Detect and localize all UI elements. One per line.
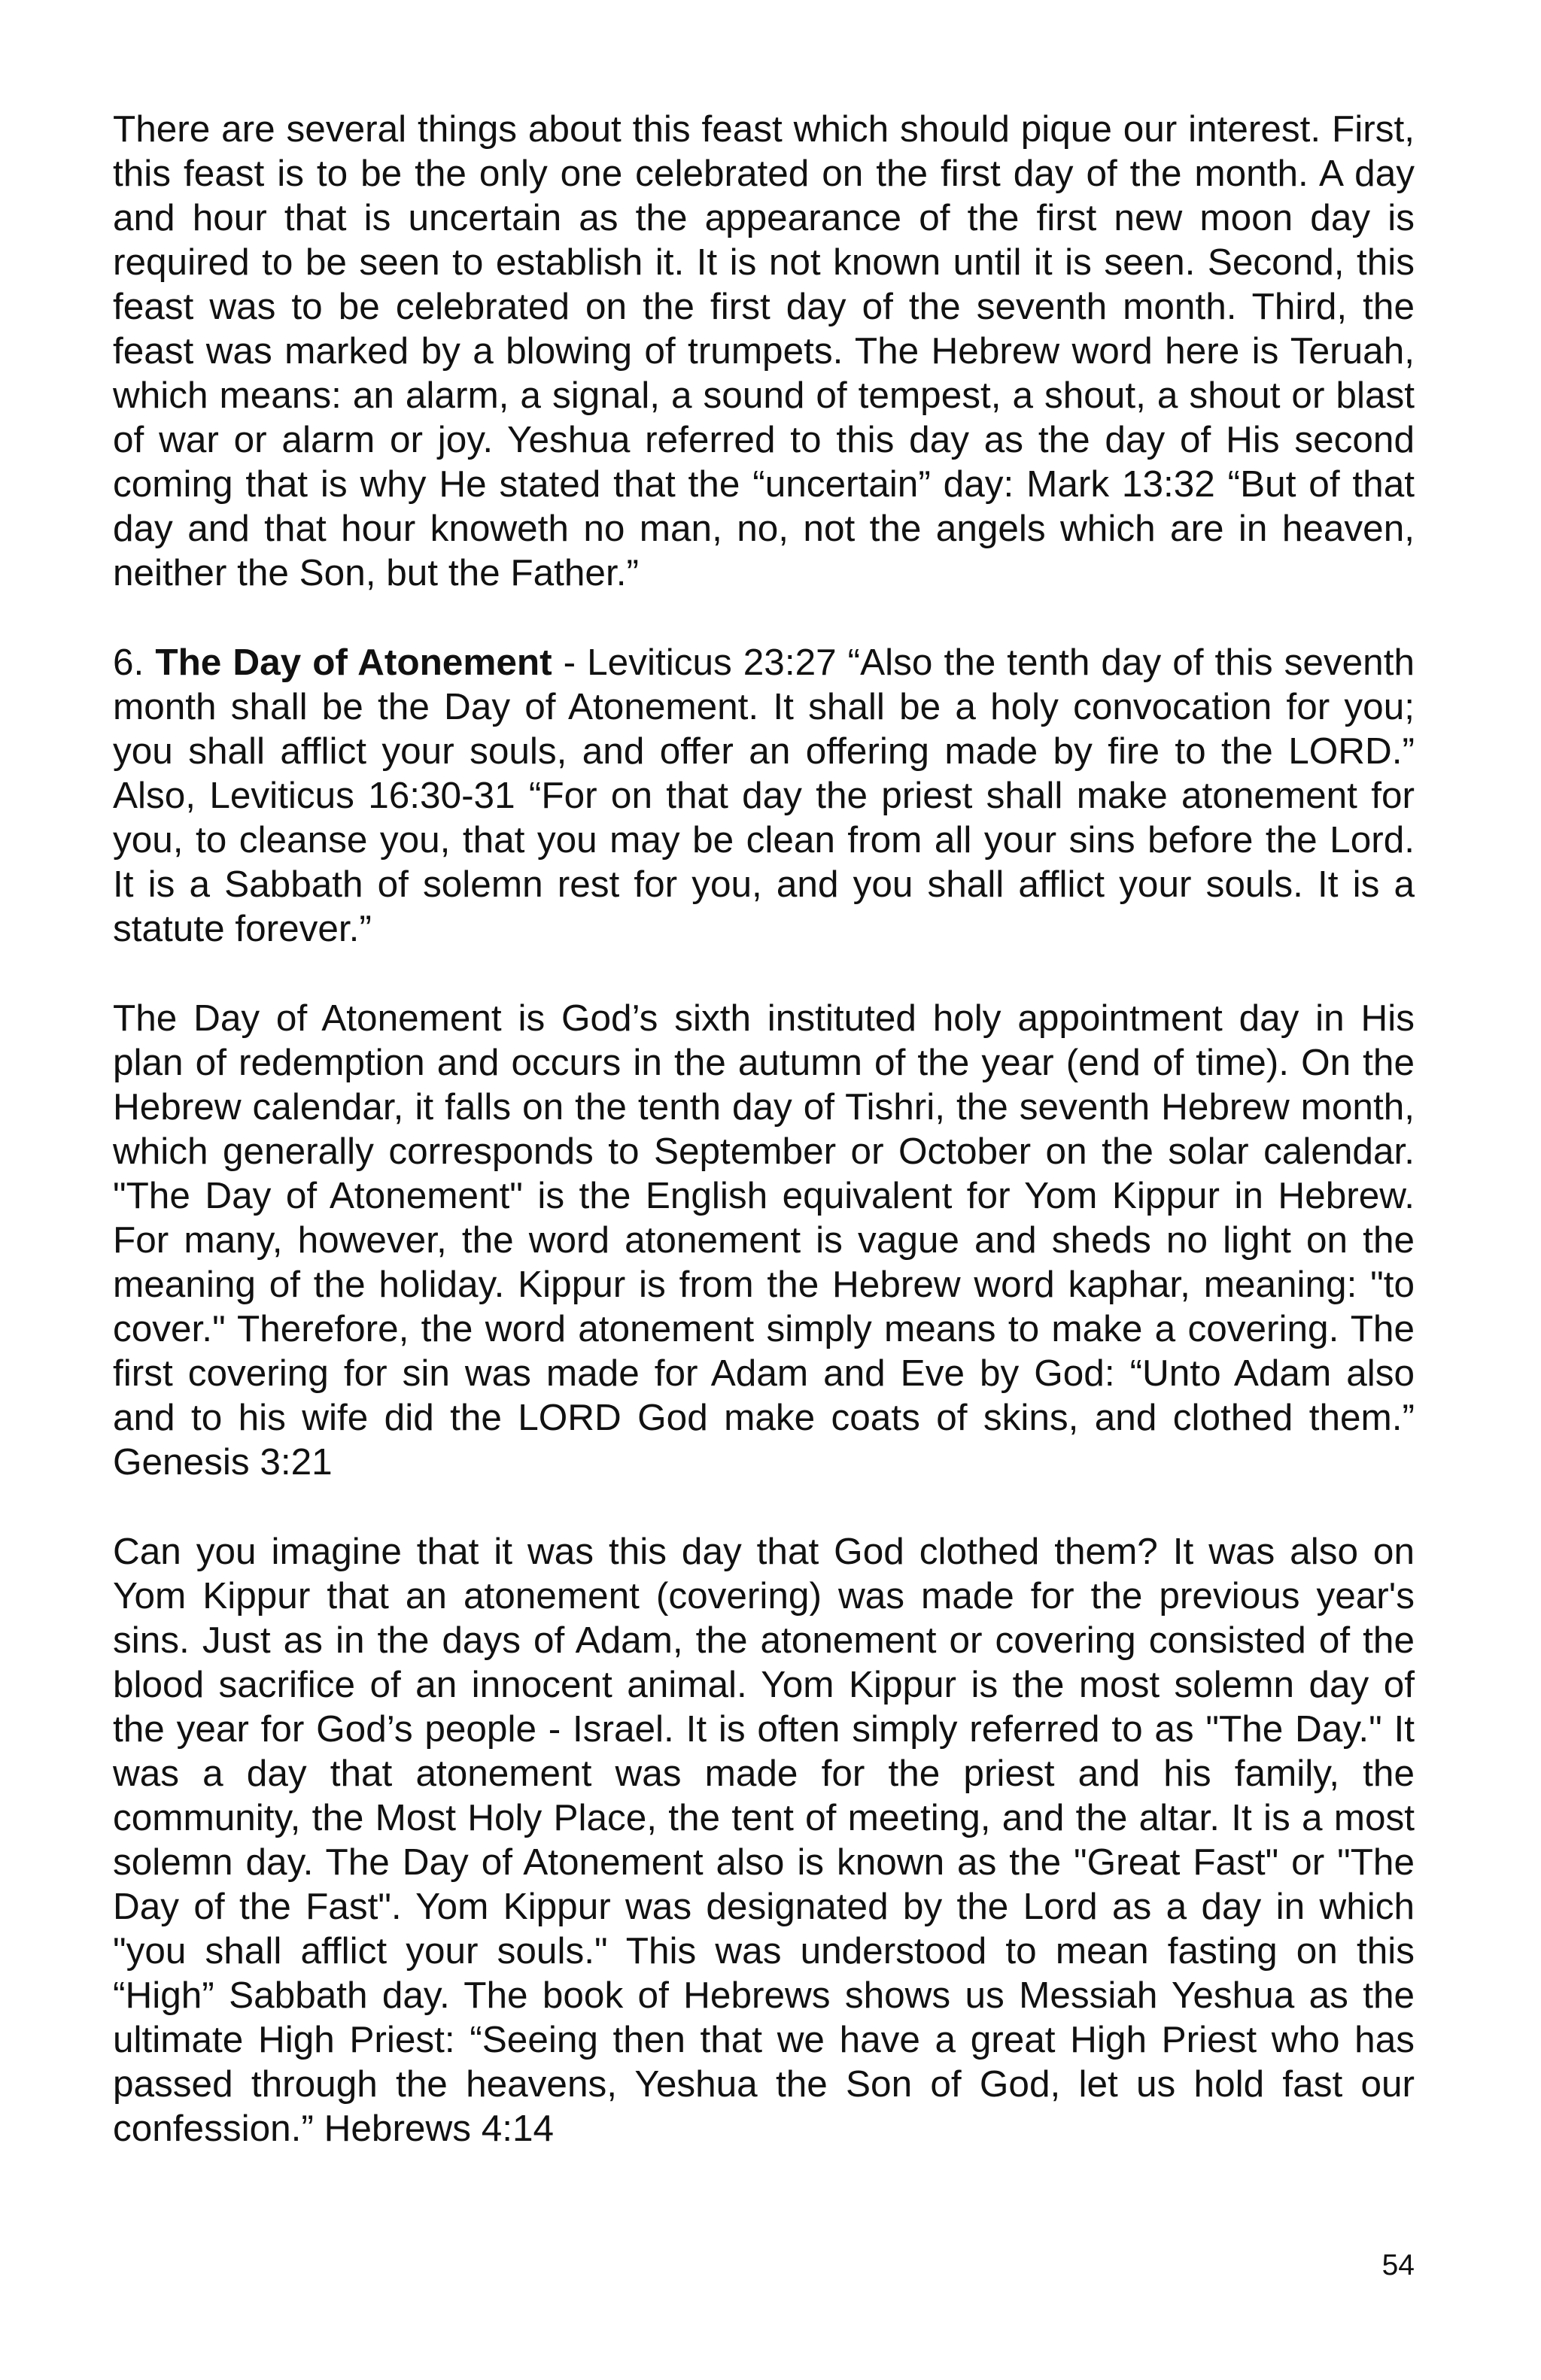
section-heading-text: - Leviticus 23:27 “Also the tenth day of this seventh month shall be the Day of Atonement. It shall be a holy convocation for you; you shall afflict your souls, and offer an offering made by fire to the LORD.” Also, Leviticus 16:30-31 “For on that day the priest shall make atonement for you, to cleanse you, that you may be clean from all your sins before the Lord. It is a Sabbath of solemn rest for you, and you shall afflict your souls. It is a statute forever.”: [113, 642, 1415, 949]
paragraph-yom-kippur-high-priest: Can you imagine that it was this day that God clothed them? It was also on Yom Kippur that an atonement (covering) was made for the previous year's sins. Just as in the days of Adam, the atonement or covering consisted of the blood sacrifice of an innocent animal. Yom Kippur is the most solemn day of the year for God’s people - Israel. It is often simply referred to as "The Day." It was a day that atonement was made for the priest and his family, the community, the Most Holy Place, the tent of meeting, and the altar. It is a most solemn day. The Day of Atonement also is known as the "Great Fast" or "The Day of the Fast". Yom Kippur was designated by the Lord as a day in which "you shall afflict your souls." This was understood to mean fasting on this “High” Sabbath day. The book of Hebrews shows us Messiah Yeshua as the ultimate High Priest: “Seeing then that we have a great High Priest who has passed through the heavens, Yeshua the Son of God, let us hold fast our confession.” Hebrews 4:14: [113, 1531, 1415, 2149]
page-body: [113, 107, 1415, 2196]
paragraph-feast-of-trumpets: There are several things about this feast which should pique our interest. First, this feast is to be the only one celebrated on the first day of the month. A day and hour that is uncertain as the appearance of the first new moon day is required to be seen to establish it. It is not known until it is seen. Second, this feast was to be celebrated on the first day of the seventh month. Third, the feast was marked by a blowing of trumpets. The Hebrew word here is Teruah, which means: an alarm, a signal, a sound of tempest, a shout, a shout or blast of war or alarm or joy. Yeshua referred to this day as the day of His second coming that is why He stated that the “uncertain” day: Mark 13:32 “But of that day and that hour knoweth no man, no, not the angels which are in heaven, neither the Son, but the Father.”: [113, 108, 1415, 593]
page-number: 54: [1381, 2249, 1415, 2281]
section-number: 6.: [113, 642, 144, 683]
section-heading: The Day of Atonement: [155, 642, 552, 683]
paragraph-day-of-atonement-heading: [113, 640, 1415, 951]
paragraph-yom-kippur-explanation: The Day of Atonement is God’s sixth instituted holy appointment day in His plan of redemption and occurs in the autumn of the year (end of time). On the Hebrew calendar, it falls on the tenth day of Tishri, the seventh Hebrew month, which generally corresponds to September or October on the solar calendar. "The Day of Atonement" is the English equivalent for Yom Kippur in Hebrew. For many, however, the word atonement is vague and sheds no light on the meaning of the holiday. Kippur is from the Hebrew word kaphar, meaning: "to cover." Therefore, the word atonement simply means to make a covering. The first covering for sin was made for Adam and Eve by God: “Unto Adam also and to his wife did the LORD God make coats of skins, and clothed them.” Genesis 3:21: [113, 997, 1415, 1483]
